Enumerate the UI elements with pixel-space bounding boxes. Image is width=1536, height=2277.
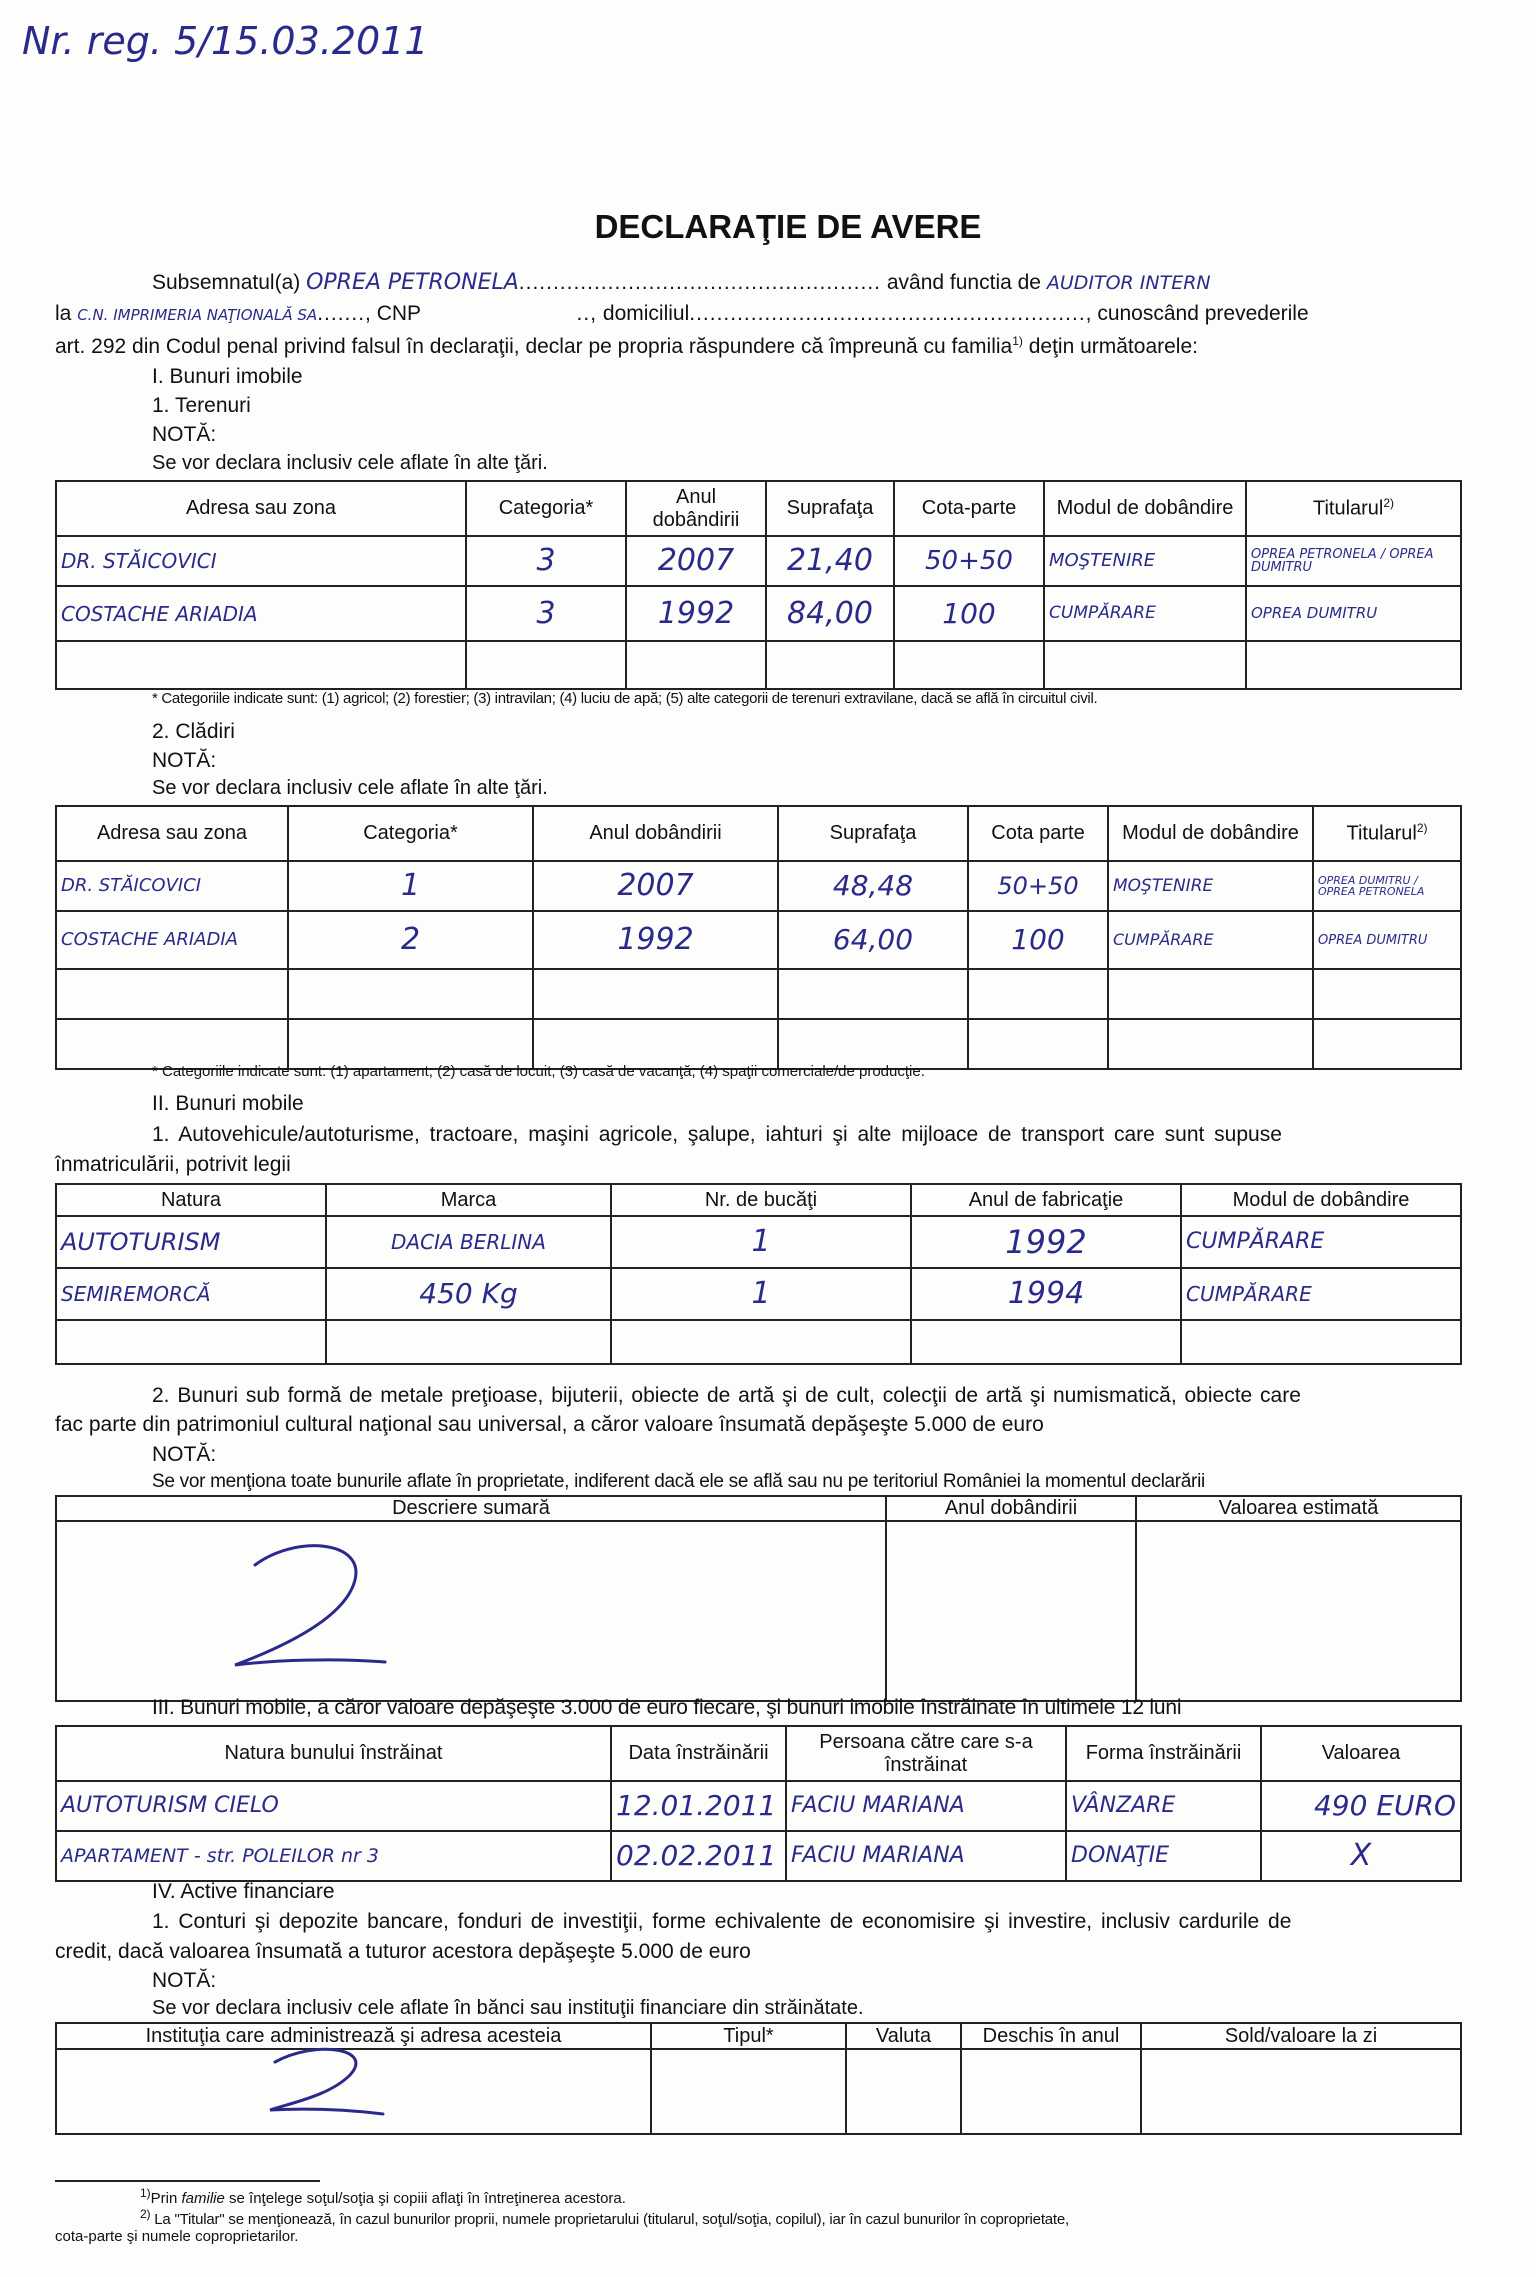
cell — [56, 641, 466, 689]
table-row — [56, 1320, 1461, 1364]
cell — [766, 641, 894, 689]
header-adresa: Adresa sau zona — [56, 481, 466, 536]
cell — [288, 969, 533, 1019]
table-row — [56, 641, 1461, 689]
cell: OPREA DUMITRU — [1246, 586, 1461, 641]
header-marca: Marca — [326, 1184, 611, 1216]
cell: 450 Kg — [326, 1268, 611, 1320]
cell: AUTOTURISM — [56, 1216, 326, 1268]
cell: SEMIREMORCĂ — [56, 1268, 326, 1320]
cell — [533, 1019, 778, 1069]
cell — [886, 1521, 1136, 1701]
header-natura: Natura bunului înstrăinat — [56, 1726, 611, 1781]
header-valoarea-estimata: Valoarea estimată — [1136, 1496, 1461, 1521]
terenuri-nota: NOTĂ: — [152, 423, 217, 446]
section-3-title: III. Bunuri mobile, a căror valoare depăşeşte 3.000 de euro fiecare, şi bunuri imobile înstrăinate în ultimele 12 luni — [152, 1696, 1182, 1719]
cell — [1141, 2049, 1461, 2134]
header-titular-text: Titularul — [1312, 497, 1384, 520]
footnote-1-a: Prin — [150, 2190, 182, 2207]
intro-line-3-sup: 1) — [1012, 334, 1023, 348]
cell: FACIU MARIANA — [786, 1781, 1066, 1831]
dots-4: .......................................................... — [689, 302, 1086, 325]
cell: 1992 — [626, 586, 766, 641]
footnote-2-sup: 2) — [140, 2207, 151, 2221]
terenuri-footnote: * Categoriile indicate sunt: (1) agricol; (2) forestier; (3) intravilan; (4) luciu de apă; (5) alte categorii de terenuri extravilane, dacă se află în circuitul civil. — [152, 690, 1098, 707]
cell — [894, 641, 1044, 689]
footnote-1-em: familie — [181, 2190, 225, 2207]
footnote-1 — [140, 2186, 626, 2207]
header-modul: Modul de dobândire — [1044, 481, 1246, 536]
header-titular-text: Titularul — [1346, 822, 1417, 845]
footnote-1-b: se înţelege soţul/soţia şi copiii aflaţi în întreţinerea acestora. — [224, 2190, 626, 2207]
footnote-2 — [140, 2207, 1069, 2228]
table-row — [56, 1019, 1461, 1069]
table-row — [56, 1268, 1461, 1320]
header-forma: Forma înstrăinării — [1066, 1726, 1261, 1781]
section-2-item1-line1: 1. Autovehicule/autoturisme, tractoare, maşini agricole, şalupe, iahturi şi alte mijloace de transport care sunt supuse — [152, 1123, 1282, 1146]
header-institutia: Instituţia care administrează şi adresa acesteia — [56, 2023, 651, 2049]
handwritten-strike-mark — [215, 1530, 405, 1680]
cell: DONAŢIE — [1066, 1831, 1261, 1881]
section-1-title: I. Bunuri imobile — [152, 365, 303, 388]
footnote-2-line1: La "Titular" se menţionează, în cazul bunurilor proprii, numele proprietarului (titularul, soţul/soţia, copilul), iar în cazul bunurilor în coproprietate, — [154, 2211, 1070, 2228]
intro-line-2: la C.N. IMPRIMERIA NAŢIONALĂ SA......., CNP .., domiciliul.........................................................., cunoscând prevederile — [55, 302, 1309, 325]
cell: 02.02.2011 — [611, 1831, 786, 1881]
cell — [1313, 969, 1461, 1019]
cell: OPREA PETRONELA / OPREA DUMITRU — [1246, 536, 1461, 586]
header-natura: Natura — [56, 1184, 326, 1216]
section-2-title: II. Bunuri mobile — [152, 1092, 304, 1115]
header-adresa: Adresa sau zona — [56, 806, 288, 861]
cell — [288, 1019, 533, 1069]
header-modul: Modul de dobândire — [1181, 1184, 1461, 1216]
cell: COSTACHE ARIADIA — [56, 911, 288, 969]
header-anul: Anul dobândirii — [626, 481, 766, 536]
la-value: C.N. IMPRIMERIA NAŢIONALĂ SA — [77, 306, 318, 324]
header-cota: Cota-parte — [894, 481, 1044, 536]
table-row — [56, 536, 1461, 586]
header-categoria: Categoria* — [288, 806, 533, 861]
terenuri-header-row — [56, 481, 1461, 536]
cell: 1 — [288, 861, 533, 911]
cladiri-footnote: * Categoriile indicate sunt: (1) apartament; (2) casă de locuit; (3) casă de vacanţă; (4) spaţii comerciale/de producţie. — [152, 1063, 925, 1080]
cell: 1992 — [911, 1216, 1181, 1268]
header-anul-dobandirii: Anul dobândirii — [886, 1496, 1136, 1521]
cell: VÂNZARE — [1066, 1781, 1261, 1831]
table-row — [56, 1781, 1461, 1831]
dots-2: ....... — [317, 302, 366, 325]
cladiri-table — [55, 805, 1462, 1070]
section-2-item2-nota: NOTĂ: — [152, 1443, 217, 1466]
header-valuta: Valuta — [846, 2023, 961, 2049]
cell: 2007 — [533, 861, 778, 911]
functia-value: AUDITOR INTERN — [1046, 272, 1211, 294]
table-row — [56, 911, 1461, 969]
cell — [1181, 1320, 1461, 1364]
cell: FACIU MARIANA — [786, 1831, 1066, 1881]
cell: 64,00 — [778, 911, 968, 969]
domiciliul-label: domiciliul — [602, 302, 690, 325]
cell: 48,48 — [778, 861, 968, 911]
cell — [846, 2049, 961, 2134]
cell — [968, 969, 1108, 1019]
header-tipul: Tipul* — [651, 2023, 846, 2049]
cell — [1136, 1521, 1461, 1701]
cell: MOŞTENIRE — [1108, 861, 1313, 911]
header-descriere: Descriere sumară — [56, 1496, 886, 1521]
section-2-item1-line2: înmatriculării, potrivit legii — [55, 1153, 291, 1176]
cladiri-nota-text: Se vor declara inclusiv cele aflate în alte ţări. — [152, 777, 548, 799]
registration-note: Nr. reg. 5/15.03.2011 — [22, 19, 429, 63]
dots-3: .., — [576, 302, 598, 325]
vehicles-header-row — [56, 1184, 1461, 1216]
intro-line-1 — [152, 272, 1211, 294]
cell — [466, 641, 626, 689]
cell — [1044, 641, 1246, 689]
section-4-item1-line2: credit, dacă valoarea însumată a tuturor acestora depăşeşte 5.000 de euro — [55, 1940, 751, 1963]
cunoscand-label: cunoscând prevederile — [1097, 302, 1309, 325]
cell — [968, 1019, 1108, 1069]
subsemnatul-label: Subsemnatul(a) — [152, 271, 301, 294]
table-row — [56, 586, 1461, 641]
cell: 1 — [611, 1216, 911, 1268]
header-anul-fabricatie: Anul de fabricaţie — [911, 1184, 1181, 1216]
dots-1: ..................................................... — [518, 271, 882, 294]
cell: 490 EURO — [1261, 1781, 1461, 1831]
cladiri-title: 2. Clădiri — [152, 720, 235, 743]
header-suprafata: Suprafaţa — [778, 806, 968, 861]
terenuri-title: 1. Terenuri — [152, 394, 251, 417]
intro-line-3 — [55, 335, 1198, 357]
header-deschis: Deschis în anul — [961, 2023, 1141, 2049]
cell: OPREA DUMITRU — [1313, 911, 1461, 969]
vehicles-table — [55, 1183, 1462, 1365]
section-2-item2-nota-text: Se vor menţiona toate bunurile aflate în proprietate, indiferent dacă ele se află sau nu pe teritoriul României la momentul declarării — [152, 1471, 1205, 1492]
cell: 2007 — [626, 536, 766, 586]
header-sold: Sold/valoare la zi — [1141, 2023, 1461, 2049]
cell: 50+50 — [894, 536, 1044, 586]
cell — [651, 2049, 846, 2134]
cell: DR. STĂICOVICI — [56, 861, 288, 911]
section-4-title: IV. Active financiare — [152, 1880, 335, 1903]
footnote-1-sup: 1) — [140, 2186, 151, 2200]
header-suprafata: Suprafaţa — [766, 481, 894, 536]
cell: DACIA BERLINA — [326, 1216, 611, 1268]
footnote-divider — [55, 2180, 320, 2182]
cell: CUMPĂRARE — [1044, 586, 1246, 641]
header-titular-sup: 2) — [1383, 496, 1395, 511]
footnote-2-cont: cota-parte şi numele coproprietarilor. — [55, 2228, 299, 2245]
cell — [911, 1320, 1181, 1364]
table-row — [56, 969, 1461, 1019]
handwritten-strike-mark-2 — [255, 2040, 395, 2120]
section-2-item2-line1: 2. Bunuri sub formă de metale preţioase, bijuterii, obiecte de artă şi de cult, colecţii de artă şi numismatică, obiecte care — [152, 1384, 1301, 1407]
header-titular — [1313, 806, 1461, 861]
terenuri-nota-text: Se vor declara inclusiv cele aflate în alte ţări. — [152, 452, 548, 474]
cell: 50+50 — [968, 861, 1108, 911]
cell: CUMPĂRARE — [1181, 1216, 1461, 1268]
section-2-item2-line2: fac parte din patrimoniul cultural naţional sau universal, a căror valoare însumată depăşeşte 5.000 de euro — [55, 1413, 1044, 1436]
valuables-header-row — [56, 1496, 1461, 1521]
cell — [1108, 1019, 1313, 1069]
cell: MOŞTENIRE — [1044, 536, 1246, 586]
cell — [56, 1521, 886, 1701]
cell: 100 — [968, 911, 1108, 969]
cell: AUTOTURISM CIELO — [56, 1781, 611, 1831]
cell: DR. STĂICOVICI — [56, 536, 466, 586]
cladiri-header-row — [56, 806, 1461, 861]
cell — [1313, 1019, 1461, 1069]
terenuri-table — [55, 480, 1462, 690]
document-title: DECLARAŢIE DE AVERE — [594, 208, 982, 245]
cell: APARTAMENT - str. POLEILOR nr 3 — [56, 1831, 611, 1881]
cell — [326, 1320, 611, 1364]
cell: 1 — [611, 1268, 911, 1320]
cell — [961, 2049, 1141, 2134]
header-titular — [1246, 481, 1461, 536]
table-row — [56, 861, 1461, 911]
table-row — [56, 1216, 1461, 1268]
header-modul: Modul de dobândire — [1108, 806, 1313, 861]
header-cota: Cota parte — [968, 806, 1108, 861]
header-categoria: Categoria* — [466, 481, 626, 536]
cnp-label: CNP — [376, 302, 421, 325]
cell: 3 — [466, 536, 626, 586]
functia-label: având functia de — [886, 271, 1041, 294]
cell — [56, 1320, 326, 1364]
cell — [533, 969, 778, 1019]
cell: OPREA DUMITRU / OPREA PETRONELA — [1313, 861, 1461, 911]
cell: 3 — [466, 586, 626, 641]
cell — [56, 1019, 288, 1069]
cell: CUMPĂRARE — [1181, 1268, 1461, 1320]
cell: COSTACHE ARIADIA — [56, 586, 466, 641]
header-valoarea: Valoarea — [1261, 1726, 1461, 1781]
la-label: la — [55, 302, 72, 325]
header-nr-bucati: Nr. de bucăţi — [611, 1184, 911, 1216]
cell: 84,00 — [766, 586, 894, 641]
cell — [778, 969, 968, 1019]
alienated-table — [55, 1725, 1462, 1882]
cell: 1992 — [533, 911, 778, 969]
alienated-header-row — [56, 1726, 1461, 1781]
cell — [56, 969, 288, 1019]
cell: X — [1261, 1831, 1461, 1881]
section-4-nota: NOTĂ: — [152, 1969, 217, 1992]
cell — [1246, 641, 1461, 689]
cell — [1108, 969, 1313, 1019]
cell — [611, 1320, 911, 1364]
cladiri-nota: NOTĂ: — [152, 749, 217, 772]
section-4-item1-line1: 1. Conturi şi depozite bancare, fonduri de investiţii, forme echivalente de economisire şi investire, inclusiv cardurile de — [152, 1910, 1292, 1933]
subsemnatul-value: OPREA PETRONELA — [306, 270, 519, 295]
section-4-nota-text: Se vor declara inclusiv cele aflate în bănci sau instituţii financiare din străinătate. — [152, 1997, 864, 2019]
header-persoana: Persoana către care s-a înstrăinat — [786, 1726, 1066, 1781]
header-data: Data înstrăinării — [611, 1726, 786, 1781]
header-anul: Anul dobândirii — [533, 806, 778, 861]
cell — [778, 1019, 968, 1069]
cell: 1994 — [911, 1268, 1181, 1320]
intro-line-3-text: art. 292 din Codul penal privind falsul în declaraţii, declar pe propria răspundere că împreună cu familia — [55, 335, 1013, 358]
cell: 2 — [288, 911, 533, 969]
cell: 21,40 — [766, 536, 894, 586]
cell: CUMPĂRARE — [1108, 911, 1313, 969]
cell — [626, 641, 766, 689]
intro-line-3-end: deţin următoarele: — [1028, 335, 1198, 358]
cell: 100 — [894, 586, 1044, 641]
table-row — [56, 1831, 1461, 1881]
header-titular-sup: 2) — [1416, 821, 1428, 836]
cell: 12.01.2011 — [611, 1781, 786, 1831]
